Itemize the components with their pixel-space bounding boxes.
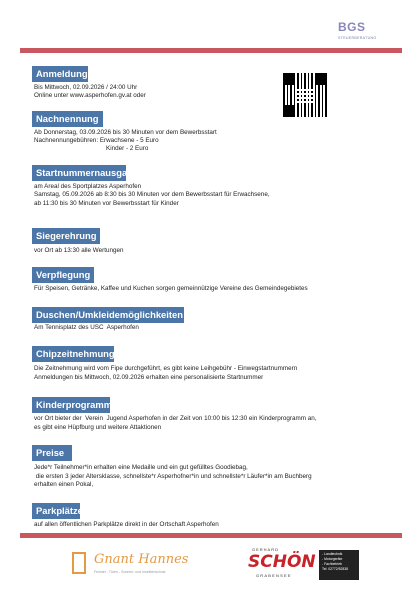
preise-line-3: erhalten einen Pokal, (34, 481, 94, 488)
startnummer-line-3: ab 11:30 bis 30 Minuten vor Bewerbsstart für Kinder (34, 200, 179, 207)
kinderprogramm-line-1: vor Ort bieter der Verein Jugend Asperhofen in der Zeit von 10:00 bis 12:30 ein Kinderprogramm an, (34, 415, 317, 422)
preise-line-1: Jede*r Teilnehmer*in erhalten eine Medaille und ein gut gefülltes Goodiebag, (34, 464, 248, 471)
section-header-parkplaetze: Parkplätze (32, 503, 80, 519)
parkplaetze-line-1: auf allen öffentlichen Parkplätze direkt in der Ortschaft Asperhofen (34, 521, 219, 528)
anmeldung-line-1: Bis Mittwoch, 02.09.2026 / 24:00 Uhr (34, 84, 138, 91)
section-header-verpflegung: Verpflegung (32, 267, 94, 283)
preise-line-2: die ersten 3 jeder Altersklasse, schnellste*r Asperhofner*in und schnellste*r Läufer*in am Buchberg (34, 473, 312, 480)
verpflegung-line-1: Für Speisen, Getränke, Kaffee und Kuchen sorgen gemeinnützige Vereine des Gemeindegebietes (34, 285, 308, 292)
top-rule (20, 48, 402, 53)
startnummer-line-2: Samstag, 05.09.2026 ab 8:30 bis 30 Minuten vor dem Bewerbsstart für Erwachsene, (34, 191, 270, 198)
sponsor-schoen-top: GERHARD (252, 547, 280, 552)
section-header-startnummer: Startnummernausgabe (32, 165, 126, 181)
section-header-anmeldung: Anmeldung (32, 66, 88, 82)
sponsor-schoen-item: - Fachbetrieb (322, 562, 342, 566)
section-header-siegerehrung: Siegerehrung (32, 228, 100, 244)
section-header-nachnennung: Nachnennung (32, 111, 103, 127)
bgs-logo-sub: STEUERBERATUNG (338, 36, 377, 40)
startnummer-line-1: am Areal des Sportplatzes Asperhofen (34, 183, 142, 190)
qr-code[interactable] (282, 72, 328, 118)
section-header-preise: Preise (32, 445, 72, 461)
nachnennung-line-1: Ab Donnerstag, 03.09.2026 bis 30 Minuten vor dem Bewerbsstart (34, 129, 217, 136)
anmeldung-line-2: Online unter www.asperhofen.gv.at oder (34, 92, 146, 99)
window-icon (72, 552, 86, 574)
sponsor-schoen-place: GRABENSEE (256, 573, 292, 578)
section-header-duschen: Duschen/Umkleidemöglichkeiten (32, 307, 184, 323)
sponsor-gnant-sub: Fenster - Türen - Sonnen- und Insektenschutz (94, 570, 166, 574)
sponsor-schoen-info-box (319, 550, 359, 580)
chip-line-2: Anmeldungen bis Mittwoch, 02.09.2026 erhalten eine personalisierte Startnummer (34, 374, 264, 381)
chip-line-1: Die Zeitnehmung wird vom Fipe durchgeführt, es gibt keine Leihgebühr - Einwegstartnummern (34, 365, 298, 372)
siegerehrung-line-1: vor Ort ab 13:30 alle Wertungen (34, 247, 124, 254)
duschen-line-1: Am Tennisplatz des USC Asperhofen (34, 324, 139, 331)
bgs-logo (338, 10, 388, 46)
sponsor-schoen-name: SCHÖN (248, 552, 316, 572)
section-header-chip: Chipzeitnehmung (32, 346, 114, 362)
nachnennung-kinder: Kinder - 2 Euro (106, 145, 149, 152)
bgs-logo-brand: BGS (338, 20, 366, 34)
sponsor-schoen-item: Tel. 02772/52838 (322, 567, 349, 571)
sponsor-schoen-item: - Landtechnik (322, 552, 343, 556)
section-header-kinderprogramm: Kinderprogramm (32, 397, 110, 413)
bottom-rule (20, 533, 402, 538)
sponsor-gnant-logo (70, 548, 190, 582)
sponsor-schoen-logo (248, 547, 360, 583)
kinderprogramm-line-2: es gibt eine Hüpfburg und weitere Attaktionen (34, 424, 162, 431)
nachnennung-line-2: Nachnennungebühren: Erwachsene - 5 Euro (34, 137, 159, 144)
sponsor-schoen-item: - Motorgeräte (322, 557, 343, 561)
sponsor-gnant-name: Gnant Hannes (94, 552, 189, 567)
